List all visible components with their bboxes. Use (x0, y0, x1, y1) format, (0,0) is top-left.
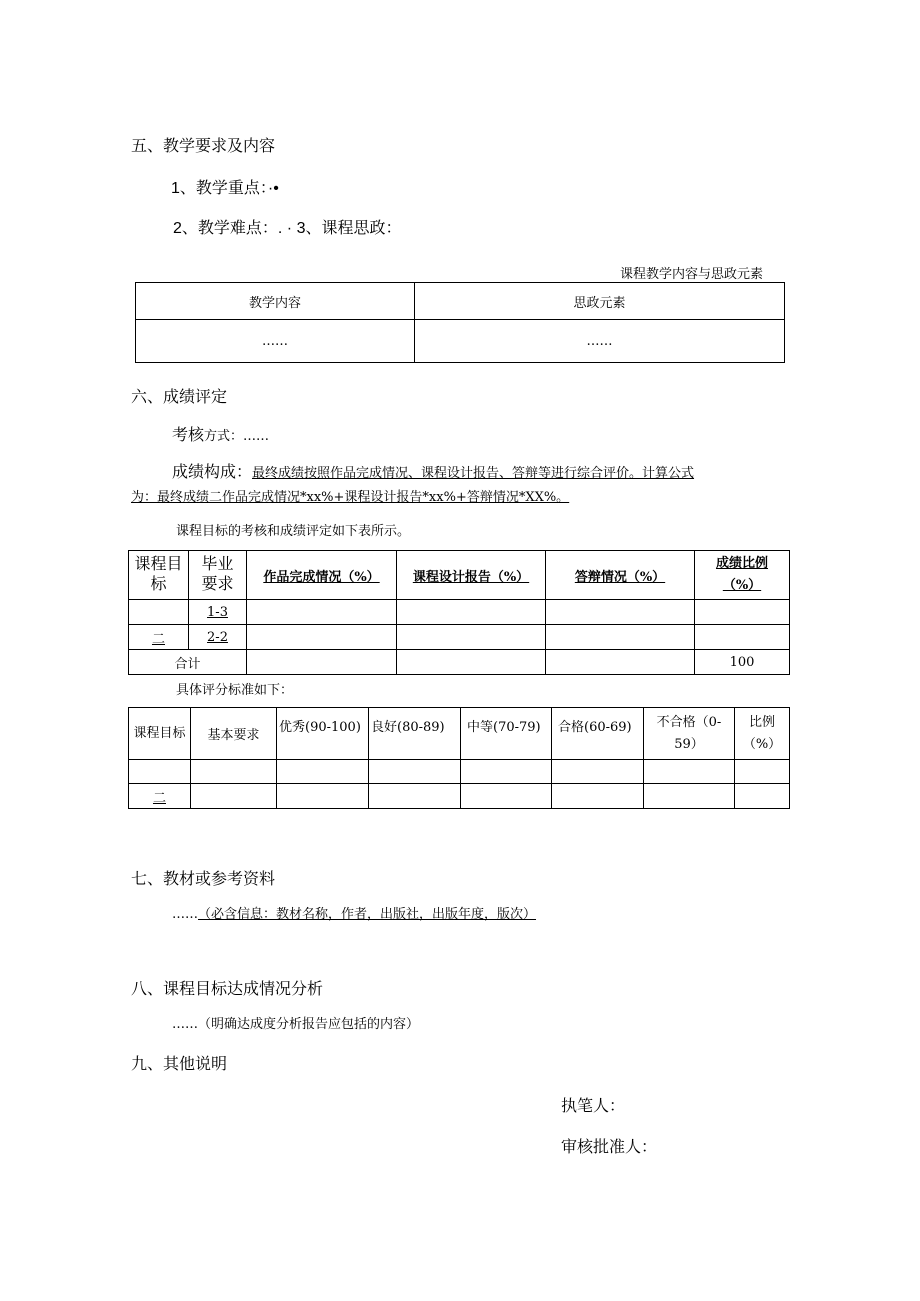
table1-header-defense: 答辩情况（%） (546, 551, 695, 600)
approver-label: 审核批准人： (561, 1139, 658, 1156)
table1-cell-goal (129, 600, 189, 625)
table2-header: 良好(80-89) (369, 708, 461, 760)
assess-text: 方式：…… (204, 429, 270, 444)
table2-header: 课程目标 (129, 708, 191, 760)
content-table-cell: …… (136, 320, 415, 363)
table1-total-label: 合计 (129, 650, 247, 675)
comp-line1 (172, 459, 694, 482)
table-row (129, 625, 790, 650)
writer-label: 执笔人： (561, 1098, 626, 1115)
table1-header-req: 毕业要求 (189, 551, 247, 600)
section5-item2: 2、教学难点：. · 3、课程思政： (173, 220, 402, 237)
table2-cell-goal: 二 (129, 784, 191, 809)
table1-cell-req: 1-3 (189, 600, 247, 625)
content-table (135, 282, 785, 363)
section7-prefix: …… (172, 907, 198, 922)
table2-intro: 具体评分标准如下： (176, 683, 294, 698)
table2-cell-goal (129, 760, 191, 784)
section7-line (172, 903, 536, 922)
comp-text1: 最终成绩按照作品完成情况、课程设计报告、答辩等进行综合评价。计算公式 (252, 466, 695, 481)
table1-header-goal: 课程目标 (129, 551, 189, 600)
table-row (129, 784, 790, 809)
table1-intro: 课程目标的考核和成绩评定如下表所示。 (176, 524, 411, 539)
assess-line (172, 422, 269, 445)
table1-total-value: 100 (695, 650, 790, 675)
table2-header: 优秀(90-100) (277, 708, 369, 760)
table2-header: 基本要求 (191, 708, 277, 760)
table1-header-ratio: 成绩比例（%） (695, 551, 790, 600)
comp-text2: 为：最终成绩二作品完成情况*xx%+课程设计报告*xx%+答辩情况*XX%。 (131, 490, 570, 505)
table-row (129, 760, 790, 784)
content-table-header: 思政元素 (415, 283, 785, 320)
grading-table (128, 707, 790, 809)
section7-heading: 七、教材或参考资料 (131, 871, 276, 888)
table1-header-work: 作品完成情况（%） (247, 551, 397, 600)
content-table-caption: 课程教学内容与思政元素 (620, 267, 764, 282)
section5-heading: 五、教学要求及内容 (131, 138, 276, 155)
section9-heading: 九、其他说明 (131, 1056, 228, 1073)
table-row (129, 600, 790, 625)
section7-text: （必含信息：教材名称，作者，出版社，出版年度，版次） (198, 907, 537, 922)
table2-header: 中等(70-79) (461, 708, 552, 760)
section6-heading: 六、成绩评定 (131, 389, 228, 406)
table-row (129, 650, 790, 675)
table1-cell-goal: 二 (129, 625, 189, 650)
table2-header: 合格(60-69) (552, 708, 644, 760)
table2-header: 不合格（0-59） (644, 708, 735, 760)
section8-heading: 八、课程目标达成情况分析 (131, 981, 324, 998)
assess-label: 考核 (172, 427, 205, 444)
table2-header: 比例（%） (735, 708, 790, 760)
section8-text: ……（明确达成度分析报告应包括的内容） (172, 1017, 420, 1032)
section5-item1: 1、教学重点：·• (171, 180, 279, 197)
comp-label: 成绩构成： (172, 464, 253, 481)
content-table-cell: …… (415, 320, 785, 363)
content-table-header: 教学内容 (136, 283, 415, 320)
table1-header-report: 课程设计报告（%） (397, 551, 546, 600)
table1-cell-req: 2-2 (189, 625, 247, 650)
assessment-table (128, 550, 790, 675)
